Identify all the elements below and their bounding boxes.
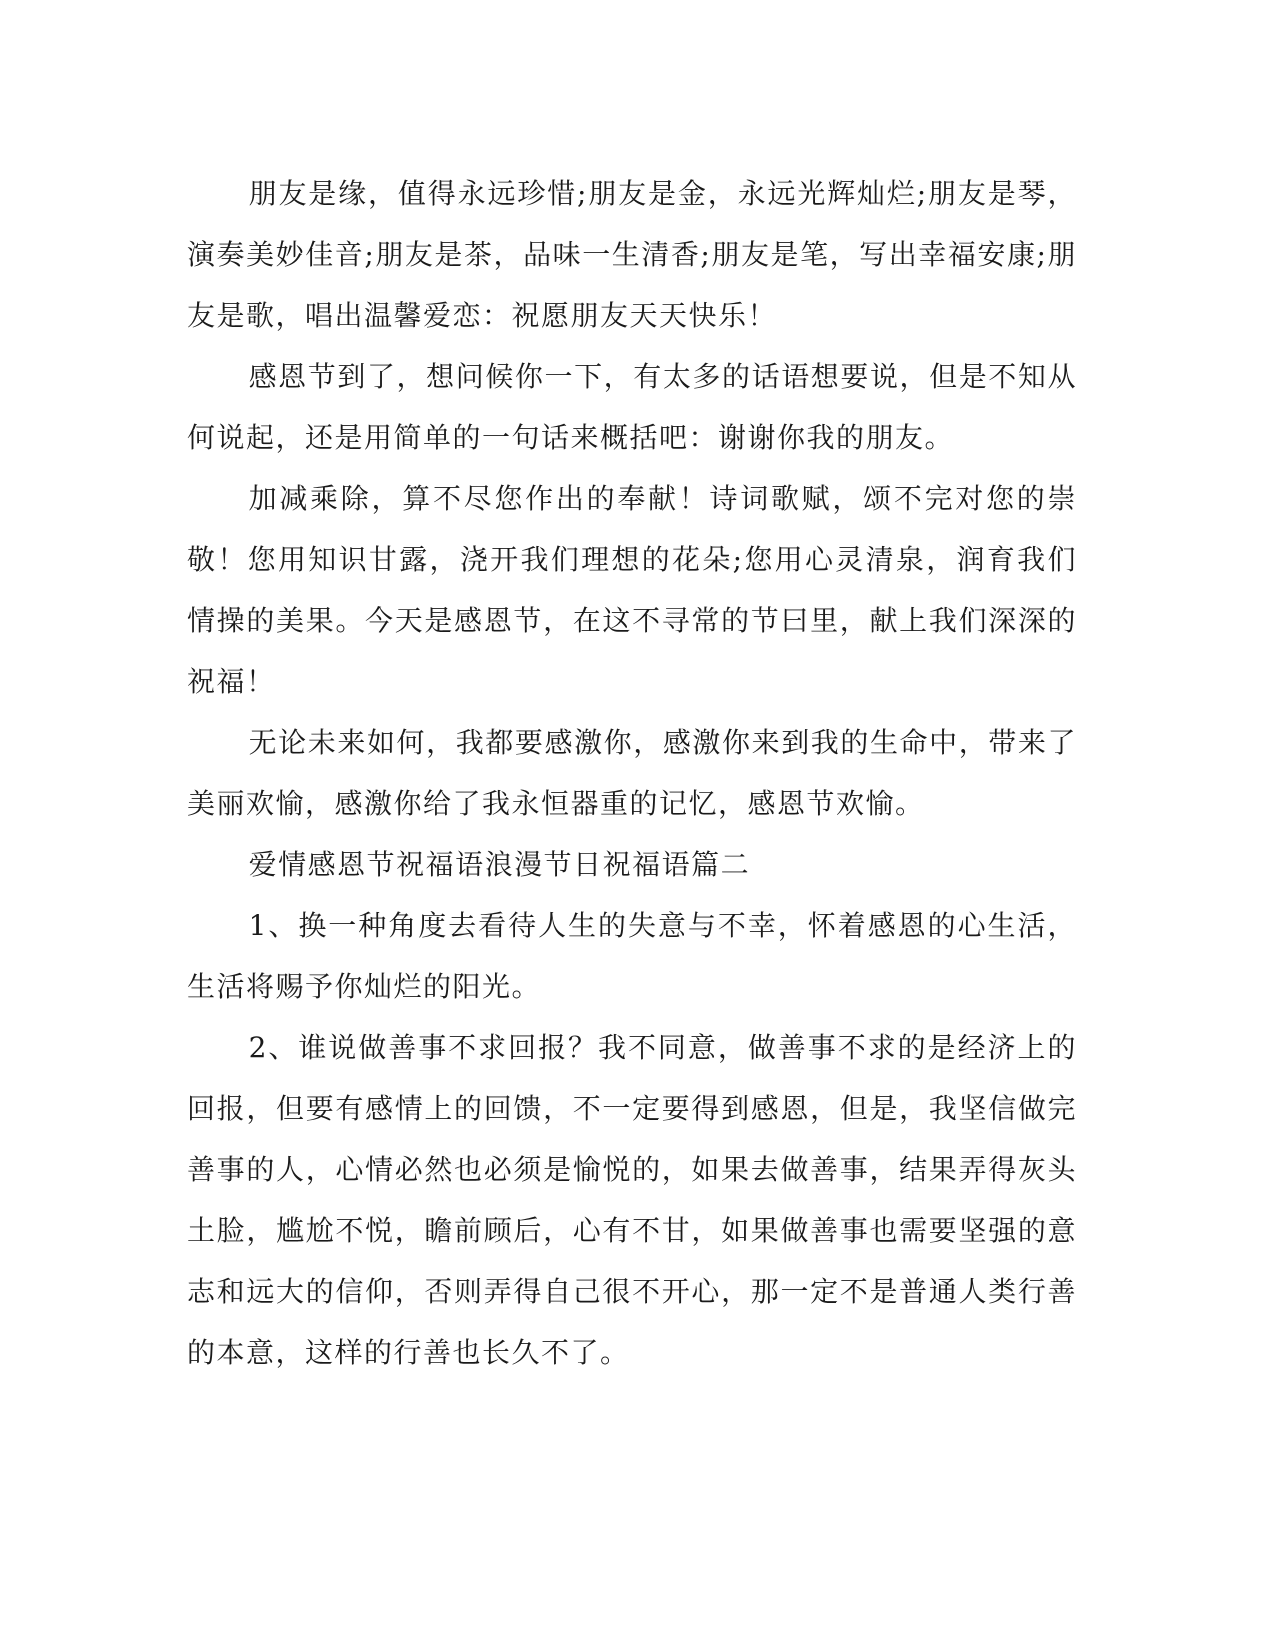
section-heading: 爱情感恩节祝福语浪漫节日祝福语篇二 — [248, 848, 751, 881]
paragraph-gratitude: 无论未来如何，我都要感激你，感激你来到我的生命中，带来了美丽欢愉，感激你给了我永恒器重的记忆，感恩节欢愉。 — [187, 726, 1077, 820]
paragraph-greeting: 感恩节到了，想问候你一下，有太多的话语想要说，但是不知从何说起，还是用简单的一句话来概括吧：谢谢你我的朋友。 — [187, 360, 1077, 454]
paragraph-item-2: 2、谁说做善事不求回报？我不同意，做善事不求的是经济上的回报，但要有感情上的回馈，不一定要得到感恩，但是，我坚信做完善事的人，心情必然也必须是愉悦的，如果去做善事，结果弄得灰头土脸，尴尬不悦，瞻前顾后，心有不甘，如果做善事也需要坚强的意志和远大的信仰，否则弄得自己很不开心，那一定不是普通人类行善的本意，这样的行善也长久不了。 — [187, 1031, 1077, 1369]
paragraph-item-1: 1、换一种角度去看待人生的失意与不幸，怀着感恩的心生活，生活将赐予你灿烂的阳光。 — [187, 909, 1077, 1003]
paragraph-friends: 朋友是缘，值得永远珍惜;朋友是金，永远光辉灿烂;朋友是琴，演奏美妙佳音;朋友是茶，品味一生清香;朋友是笔，写出幸福安康;朋友是歌，唱出温馨爱恋：祝愿朋友天天快乐！ — [187, 177, 1077, 332]
paragraph-teacher: 加减乘除，算不尽您作出的奉献！诗词歌赋，颂不完对您的崇敬！您用知识甘露，浇开我们理想的花朵;您用心灵清泉，润育我们情操的美果。今天是感恩节，在这不寻常的节曰里，献上我们深深的祝福！ — [187, 482, 1077, 698]
document-body — [187, 163, 1077, 1383]
